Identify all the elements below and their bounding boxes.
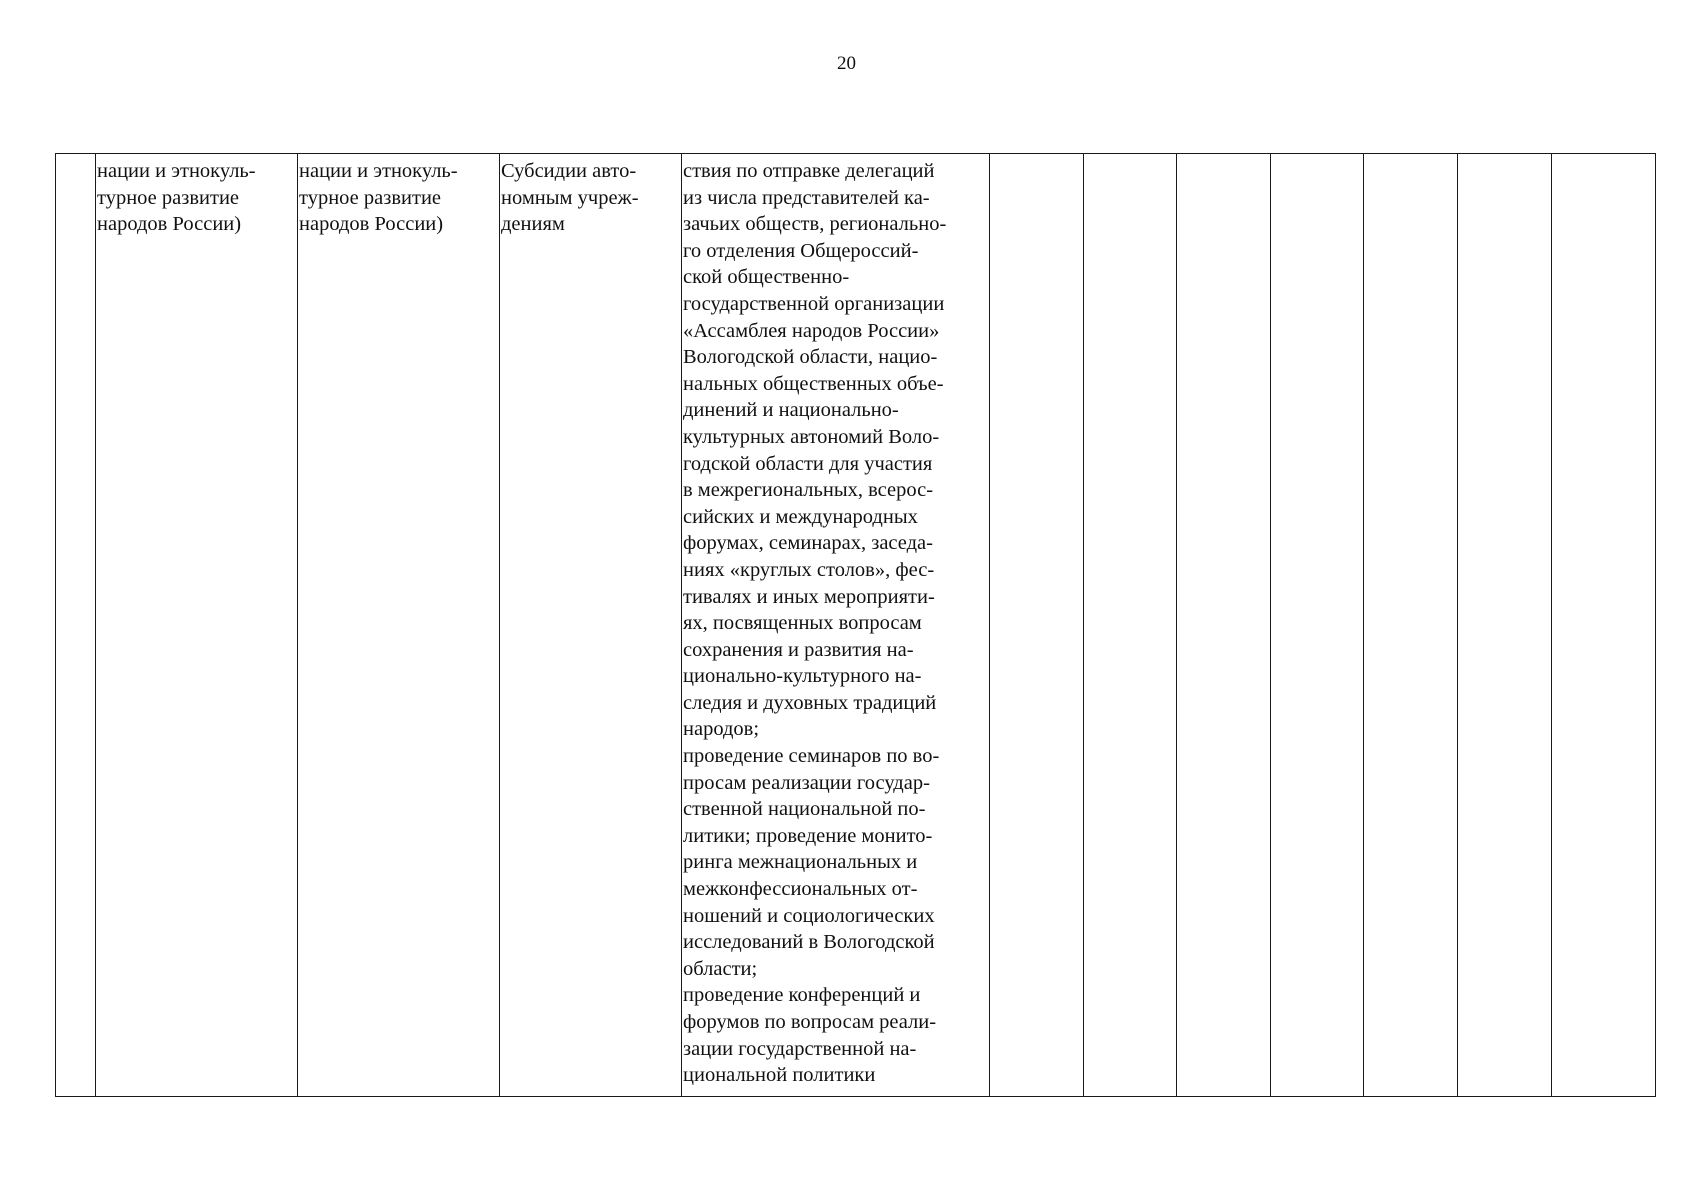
cell-line: зачьих обществ, регионально- [683, 213, 947, 236]
cell-empty [1458, 154, 1552, 1097]
cell-activity [298, 154, 500, 1097]
cell-line: зации государственной на- [683, 1037, 917, 1060]
cell-empty [1177, 154, 1271, 1097]
cell-line: динений и национально- [683, 399, 899, 422]
cell-line: турное развитие [299, 186, 442, 209]
cell-line: межконфессиональных от- [683, 878, 918, 901]
cell-line: ствия по отправке делегаций [683, 160, 935, 182]
page-number: 20 [837, 53, 856, 74]
cell-line: циональной политики [683, 1064, 876, 1087]
cell-line: ниях «круглых столов», фес- [683, 558, 935, 581]
cell-funding-type [500, 154, 682, 1097]
cell-line: ской общественно- [683, 266, 850, 289]
cell-line: проведение конференций и [683, 984, 921, 1007]
cell-line: тивалях и иных мероприяти- [683, 585, 935, 608]
cell-line: форумов по вопросам реали- [683, 1011, 937, 1033]
cell-line: форумах, семинарах, заседа- [683, 532, 933, 555]
cell-description [682, 154, 990, 1097]
cell-line: исследований в Вологодской [683, 931, 935, 954]
cell-line: «Ассамблея народов России» [683, 319, 940, 342]
cell-line: нации и этнокуль- [299, 160, 458, 182]
cell-line: следия и духовных традиций [683, 691, 937, 714]
cell-empty [1084, 154, 1177, 1097]
cell-line: области; [683, 957, 758, 980]
cell-line: годской области для участия [683, 452, 933, 475]
cell-line: Вологодской области, нацио- [683, 346, 938, 369]
cell-line: народов России) [97, 213, 242, 236]
cell-number [56, 154, 96, 1097]
cell-line: проведение семинаров по во- [683, 745, 940, 768]
cell-line: в межрегиональных, всерос- [683, 479, 934, 502]
cell-line: ношений и социологических [683, 904, 935, 927]
cell-line: литики; проведение монито- [683, 824, 933, 847]
cell-line: нации и этнокуль- [97, 160, 256, 182]
cell-line: турное развитие [97, 186, 240, 209]
cell-empty [1271, 154, 1364, 1097]
cell-line: сийских и международных [683, 505, 918, 528]
program-table [55, 153, 1656, 1097]
cell-line: номным учреж- [501, 186, 639, 209]
cell-line: сохранения и развития на- [683, 638, 914, 661]
cell-line: ционально-культурного на- [683, 665, 922, 688]
cell-line: народов России) [299, 213, 444, 236]
cell-line: государственной организации [683, 292, 945, 315]
cell-line: культурных автономий Воло- [683, 425, 940, 448]
cell-line: из числа представителей ка- [683, 186, 930, 209]
cell-empty [1364, 154, 1458, 1097]
cell-line: ях, посвященных вопросам [683, 612, 922, 635]
cell-line: ственной национальной по- [683, 798, 926, 821]
cell-line: просам реализации государ- [683, 771, 930, 794]
cell-empty [990, 154, 1084, 1097]
cell-line: ринга межнациональных и [683, 851, 918, 874]
cell-line: дениям [501, 213, 565, 236]
cell-line: го отделения Общероссий- [683, 239, 919, 262]
cell-line: народов; [683, 718, 760, 741]
table-row [56, 154, 1656, 1097]
cell-empty [1552, 154, 1656, 1097]
cell-line: Субсидии авто- [501, 160, 637, 182]
cell-line: нальных общественных объе- [683, 372, 944, 395]
cell-subprogram [96, 154, 298, 1097]
